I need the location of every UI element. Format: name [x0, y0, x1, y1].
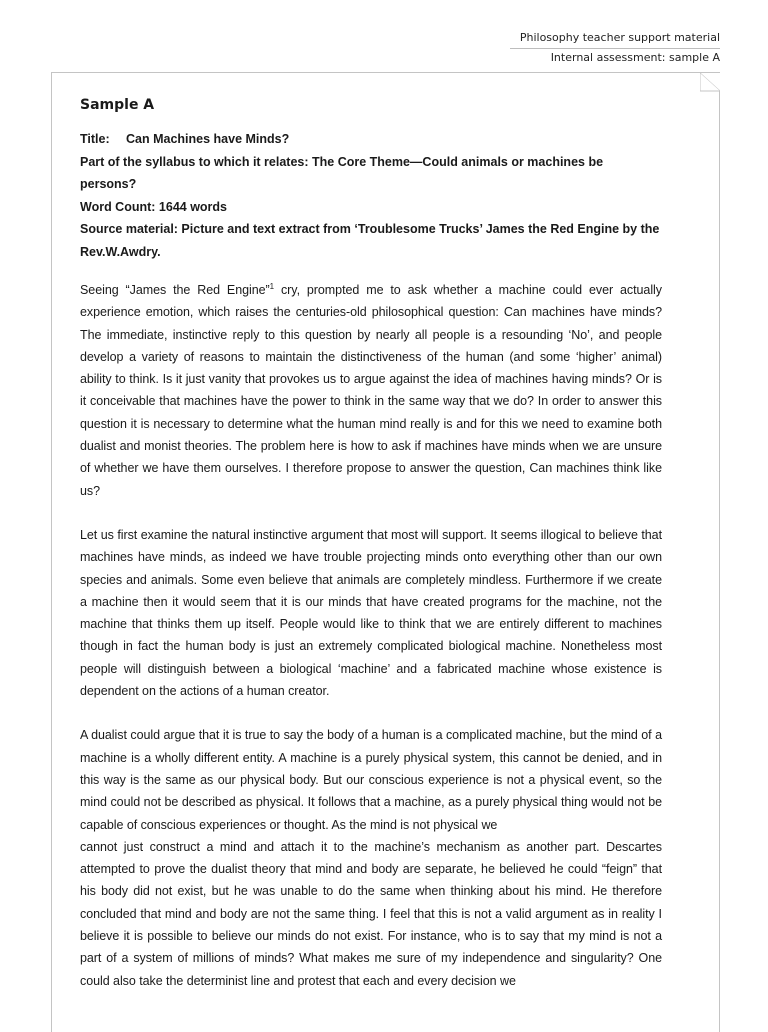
paragraph-3-part-b: cannot just construct a mind and attach it to the machine’s mechanism as another part. Descartes attempted to prove the dualist theory that mind and body are separate, he believed he could “feign” that his body did not exist, but he was unable to do the same when thinking about his mind. He therefore concluded that mind and body are not the same thing. I feel that this is not a valid argument as in reality I believe it is possible to believe our minds do not exist. For instance, who is to say that my mind is not a part of a system of millions of minds? What makes me sure of my independence and singularity? One could also take the determinist line and protest that each and every decision we [80, 839, 662, 988]
header-rule [510, 48, 720, 49]
syllabus-line: Part of the syllabus to which it relates: The Core Theme—Could animals or machines be persons? [80, 154, 604, 191]
frame-right-edge [719, 91, 720, 1032]
paragraph-1-rest: cry, prompted me to ask whether a machine could ever actually experience emotion, which raises the centuries-old philosophical question: Can machines have minds? The immediate, instinctive reply to this question by nearly all people is a resounding ‘No’, and people develop a variety of reasons to maintain the distinctiveness of the human (and some ‘higher’ animal) ability to think. Is it just vanity that provokes us to argue against the idea of machines having minds? Or is it conceivable that machines have the power to think in the same way that we do? In order to answer this question it is necessary to determine what the human mind really is and for this we need to examine both dualist and monist theories. The problem here is how to ask if machines have minds when we are unsure of whether we have them ourselves. I therefore propose to answer the question, Can machines think like us? [80, 283, 662, 498]
word-count-line: Word Count: 1644 words [80, 199, 228, 214]
sample-heading: Sample A [80, 97, 155, 113]
paragraph-3 [80, 724, 662, 992]
paragraph-2: Let us first examine the natural instinctive argument that most will support. It seems illogical to believe that machines have minds, as indeed we have trouble projecting minds onto everything other than our own species and animals. Some even believe that animals are completely mindless. Furthermore if we create a machine then it would seem that it is our minds that have created programs for the machine, not the machine that thinks them up itself. People would like to think that we are entirely different to machines though in fact the human body is just an extremely complicated biological machine. Nonetheless most people will distinguish between a biological ‘machine’ and a fabricated machine whose existence is dependent on the actions of a human creator. [80, 527, 662, 699]
essay-meta [80, 128, 662, 263]
paragraph-3-part-a: A dualist could argue that it is true to say the body of a human is a complicated machine, but the mind of a machine is a wholly different entity. A machine is a purely physical system, this cannot be denied, and in this way is the same as our physical body. But our conscious experience is not a physical event, so the mind could not be described as physical. It follows that a machine, as a purely physical thing would not be capable of conscious experiences or thought. As the mind is not physical we [80, 728, 662, 832]
header-subject: Philosophy teacher support material [519, 31, 720, 44]
folded-corner-icon [700, 73, 720, 93]
paragraph-1-start: Seeing “James the Red Engine” [80, 283, 270, 297]
header-section: Internal assessment: sample A [550, 51, 720, 64]
footnote-marker: 1 [269, 281, 275, 291]
title-label: Title: [80, 132, 110, 146]
source-line: Source material: Picture and text extract from ‘Troublesome Trucks’ James the Red Engine by the Rev.W.Awdry. [80, 222, 660, 259]
running-header [520, 28, 720, 68]
document-body [80, 94, 662, 992]
title-line [80, 128, 662, 151]
paragraph-1 [80, 279, 662, 502]
title-value: Can Machines have Minds? [126, 132, 290, 146]
